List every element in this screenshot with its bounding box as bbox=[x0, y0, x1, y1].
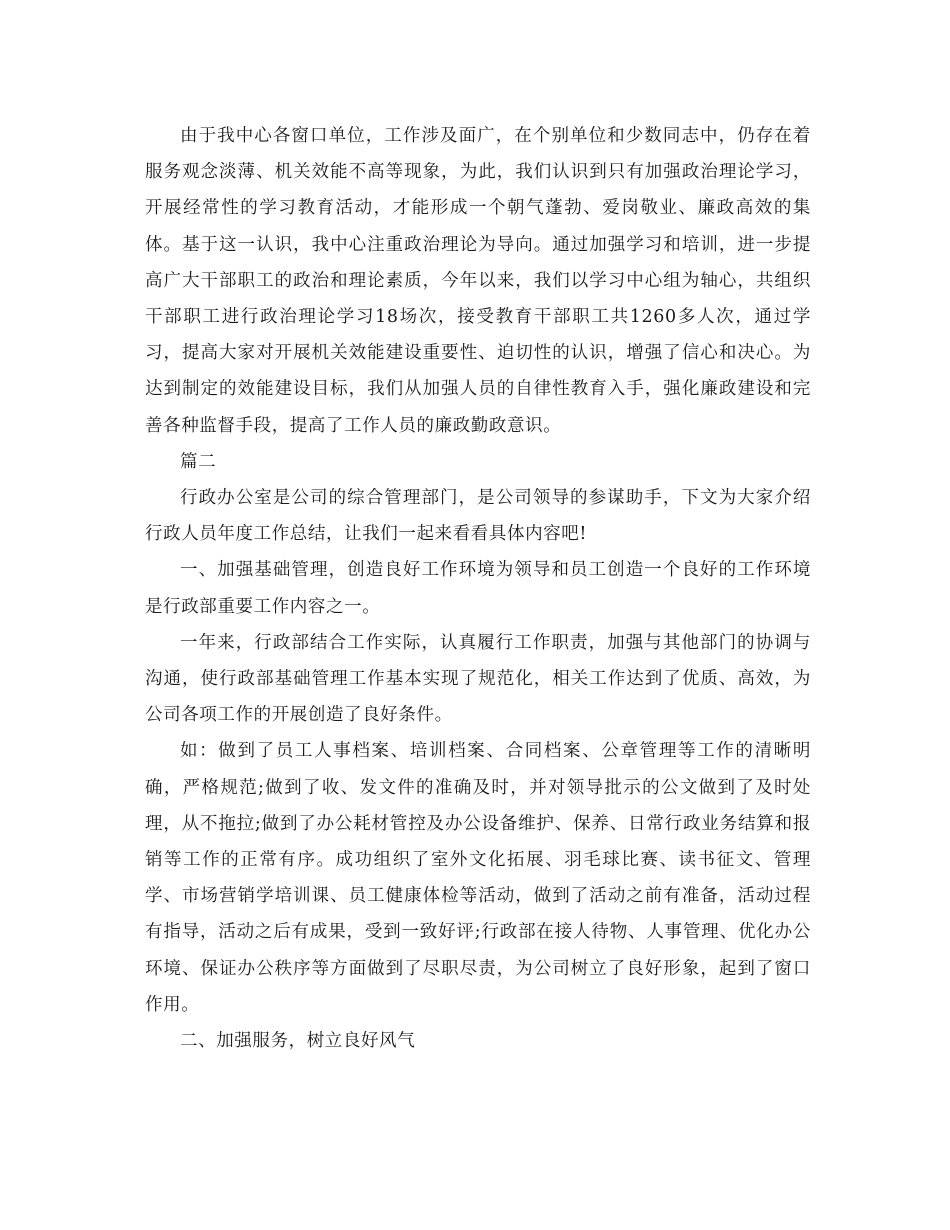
section-heading-part-two: 篇二 bbox=[180, 451, 217, 472]
paragraph-service-heading: 二、加强服务，树立良好风气 bbox=[180, 1031, 416, 1052]
paragraph-admin-intro: 行政办公室是公司的综合管理部门，是公司领导的参谋助手，下文为大家介绍行政人员年度工作总结，让我们一起来看看具体内容吧! bbox=[145, 488, 811, 545]
paragraph-efficiency-study: 由于我中心各窗口单位，工作涉及面广，在个别单位和少数同志中，仍存在着服务观念淡薄、机关效能不高等现象，为此，我们认识到只有加强政治理论学习，开展经常性的学习教育活动，才能形成一个朝气蓬勃、爱岗敬业、廉政高效的集体。基于这一认识，我中心注重政治理论为导向。通过加强学习和培训，进一步提高广大干部职工的政治和理论素质，今年以来，我们以学习中心组为轴心，共组织干部职工进行政治理论学习18场次，接受教育干部职工共1260多人次，通过学习，提高大家对开展机关效能建设重要性、迫切性的认识，增强了信心和决心。为达到制定的效能建设目标，我们从加强人员的自律性教育入手，强化廉政建设和完善各种监督手段，提高了工作人员的廉政勤政意识。 bbox=[145, 126, 811, 436]
paragraph-examples: 如：做到了员工人事档案、培训档案、合同档案、公章管理等工作的清晰明确，严格规范;做到了收、发文件的准确及时，并对领导批示的公文做到了及时处理，从不拖拉;做到了办公耗材管控及办公设备维护、保养、日常行政业务结算和报销等工作的正常有序。成功组织了室外文化拓展、羽毛球比赛、读书征文、管理学、市场营销学培训课、员工健康体检等活动，做到了活动之前有准备，活动过程有指导，活动之后有成果，受到一致好评;行政部在接人待物、人事管理、优化办公环境、保证办公秩序等方面做到了尽职尽责，为公司树立了良好形象，起到了窗口作用。 bbox=[145, 741, 811, 1015]
paragraph-basic-management: 一、加强基础管理，创造良好工作环境为领导和员工创造一个良好的工作环境是行政部重要工作内容之一。 bbox=[145, 560, 811, 617]
document-body bbox=[145, 118, 811, 1059]
paragraph-year-review: 一年来，行政部结合工作实际，认真履行工作职责，加强与其他部门的协调与沟通，使行政部基础管理工作基本实现了规范化，相关工作达到了优质、高效，为公司各项工作的开展创造了良好条件。 bbox=[145, 632, 811, 726]
